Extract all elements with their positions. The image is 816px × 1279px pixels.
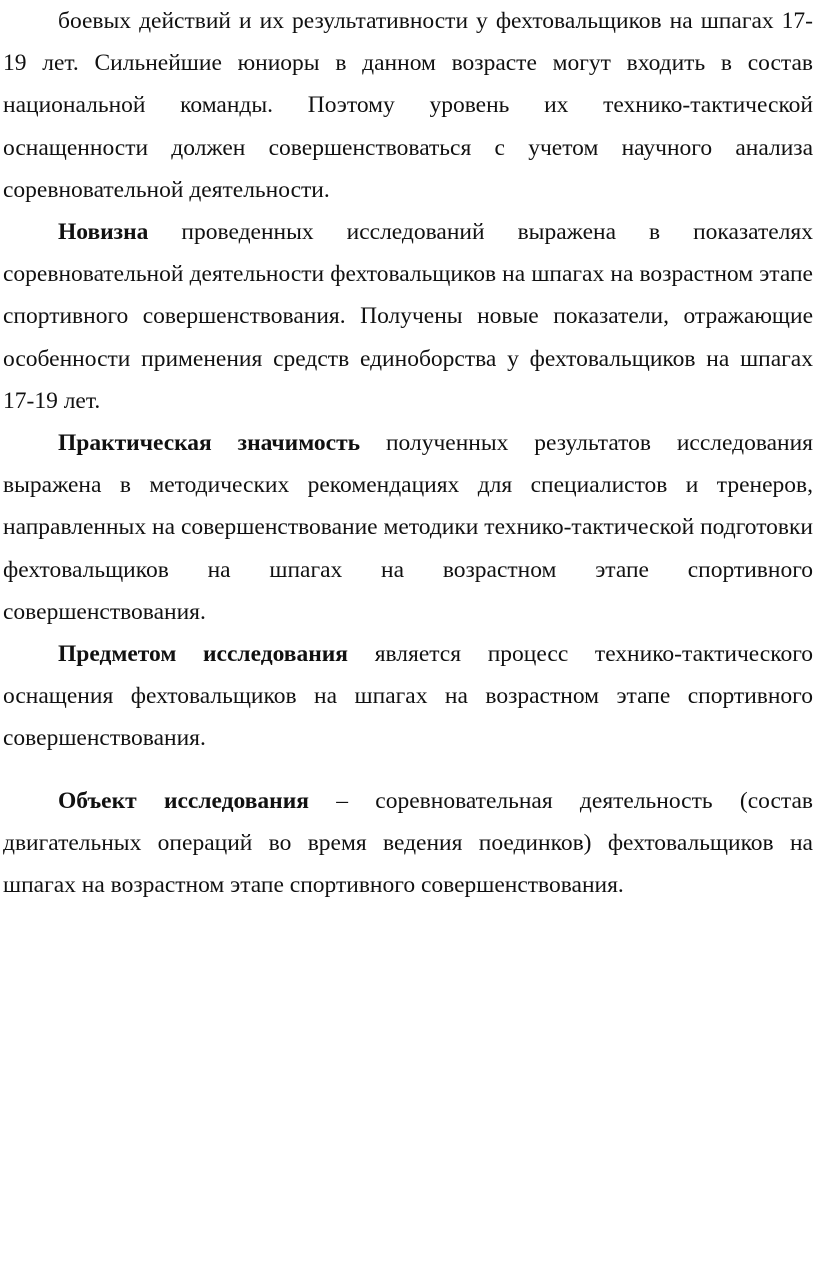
paragraph-heading-novelty: Новизна [58, 219, 149, 246]
paragraph-heading-research-object: Объект исследования [58, 787, 309, 814]
paragraph-heading-practical-significance: Практическая значимость [58, 430, 361, 457]
paragraph-intro-continuation [3, 0, 813, 211]
paragraph-text: проведенных исследований выражена в показателях соревновательной деятельности фехтовальщиков на шпагах на возрастном этапе спортивного совершенствования. Получены новые показатели, отражающие особенности применения средств единоборства у фехтовальщиков на шпагах 17-19 лет. [3, 219, 813, 414]
paragraph-text: боевых действий и их результативности у фехтовальщиков на шпагах 17-19 лет. Сильнейшие юниоры в данном возрасте могут входить в состав национальной команды. Поэтому уровень их технико-тактической оснащенности должен совершенствоваться с учетом научного анализа соревновательной деятельности. [3, 8, 813, 203]
paragraph-text: является процесс технико-тактического оснащения фехтовальщиков на шпагах на возрастном этапе спортивного совершенствования. [3, 641, 813, 752]
paragraph-research-subject [3, 633, 813, 760]
paragraph-text: полученных результатов исследования выражена в методических рекомендациях для специалистов и тренеров, направленных на совершенствование методики технико-тактической подготовки фехтовальщиков на шпагах на возрастном этапе спортивного совершенствования. [3, 430, 813, 625]
paragraph-heading-research-subject: Предметом исследования [58, 641, 349, 668]
paragraph-text: – соревновательная деятельность (состав двигательных операций во время ведения поединков) фехтовальщиков на шпагах на возрастном этапе спортивного совершенствования. [3, 787, 813, 899]
paragraph-research-object [3, 780, 813, 907]
document-body [3, 0, 813, 906]
paragraph-practical-significance [3, 422, 813, 633]
paragraph-novelty [3, 211, 813, 422]
